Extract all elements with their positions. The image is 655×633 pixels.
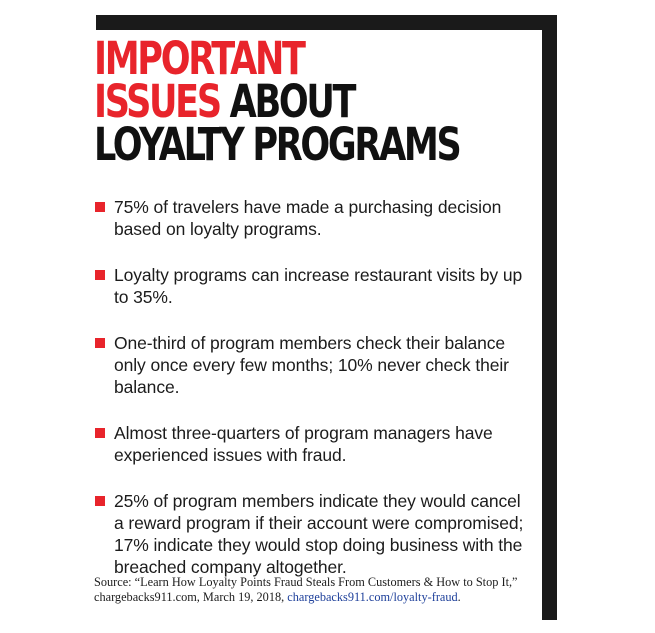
red-square-bullet xyxy=(95,338,105,348)
source-text: Source: “Learn How Loyalty Points Fraud Steals From Customers & How to Stop It,” chargebacks911.com, March 19, 2018, xyxy=(94,575,518,604)
red-square-bullet xyxy=(95,270,105,280)
frame-right-bar xyxy=(542,15,557,620)
source-link[interactable]: chargebacks911.com/loyalty-fraud xyxy=(287,590,458,604)
title-highlight: ISSUES xyxy=(94,75,220,128)
title-line-1: IMPORTANT xyxy=(94,32,304,85)
frame-top-bar xyxy=(96,15,557,30)
red-square-bullet xyxy=(95,202,105,212)
list-item xyxy=(94,196,532,240)
list-item xyxy=(94,490,532,578)
title-line-3: LOYALTY PROGRAMS xyxy=(94,118,460,171)
list-item xyxy=(94,332,532,398)
facts-list xyxy=(94,196,532,602)
red-square-bullet xyxy=(95,428,105,438)
page-title xyxy=(94,32,460,171)
list-item-text: Loyalty programs can increase restaurant visits by up to 35%. xyxy=(114,265,523,307)
red-square-bullet xyxy=(95,496,105,506)
list-item-text: 75% of travelers have made a purchasing decision based on loyalty programs. xyxy=(114,197,502,239)
list-item-text: Almost three-quarters of program managers have experienced issues with fraud. xyxy=(114,423,493,465)
title-line-2-rest: ABOUT xyxy=(219,75,355,128)
list-item-text: 25% of program members indicate they would cancel a reward program if their account were compromised; 17% indicate they would stop doing business with the breached company altogether. xyxy=(114,491,524,577)
list-item xyxy=(94,264,532,308)
list-item-text: One-third of program members check their balance only once every few months; 10% never check their balance. xyxy=(114,333,509,397)
source-citation xyxy=(94,575,534,605)
list-item xyxy=(94,422,532,466)
source-end: . xyxy=(457,590,461,604)
